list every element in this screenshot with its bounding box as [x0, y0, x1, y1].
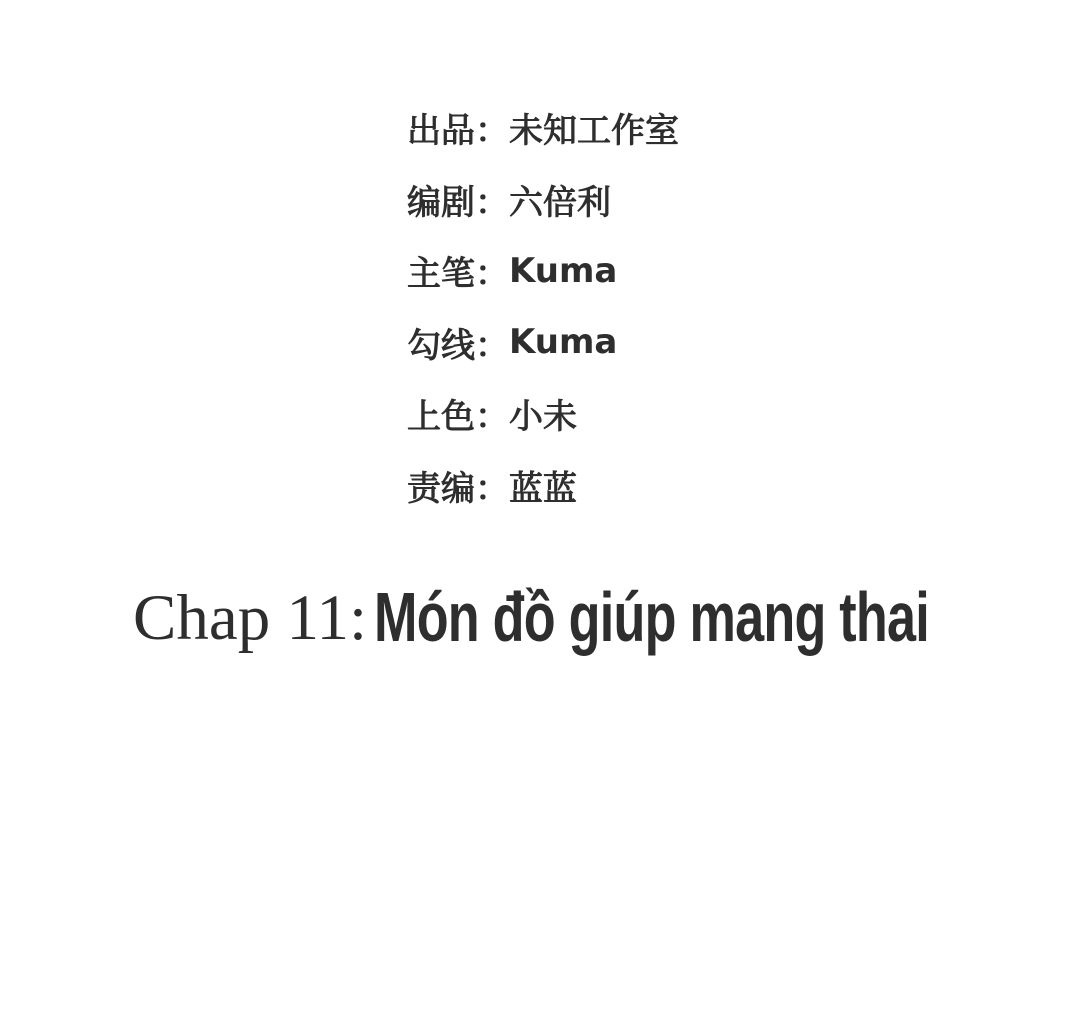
credit-line-coloring [407, 378, 679, 450]
credit-value: 小未 [509, 397, 577, 438]
credit-value: Kuma [509, 250, 618, 291]
chapter-name: Món đồ giúp mang thai [374, 578, 930, 656]
chapter-number-prefix: Chap 11: [133, 582, 368, 654]
credit-line-inking [407, 307, 679, 379]
credit-label: 主笔： [407, 254, 509, 295]
credit-line-editor [407, 450, 679, 522]
credit-line-producer [407, 92, 679, 164]
credit-line-screenwriter [407, 164, 679, 236]
credit-label: 勾线： [407, 325, 509, 366]
credit-label: 责编： [407, 468, 509, 509]
credit-label: 出品： [407, 111, 509, 152]
credit-value: 蓝蓝 [509, 468, 577, 509]
credit-value: Kuma [509, 322, 618, 363]
credit-value: 六倍利 [509, 182, 611, 223]
credit-value: 未知工作室 [509, 111, 679, 152]
credit-label: 编剧： [407, 182, 509, 223]
credits-block [407, 92, 679, 521]
credit-label: 上色： [407, 397, 509, 438]
credit-line-lead-artist [407, 235, 679, 307]
